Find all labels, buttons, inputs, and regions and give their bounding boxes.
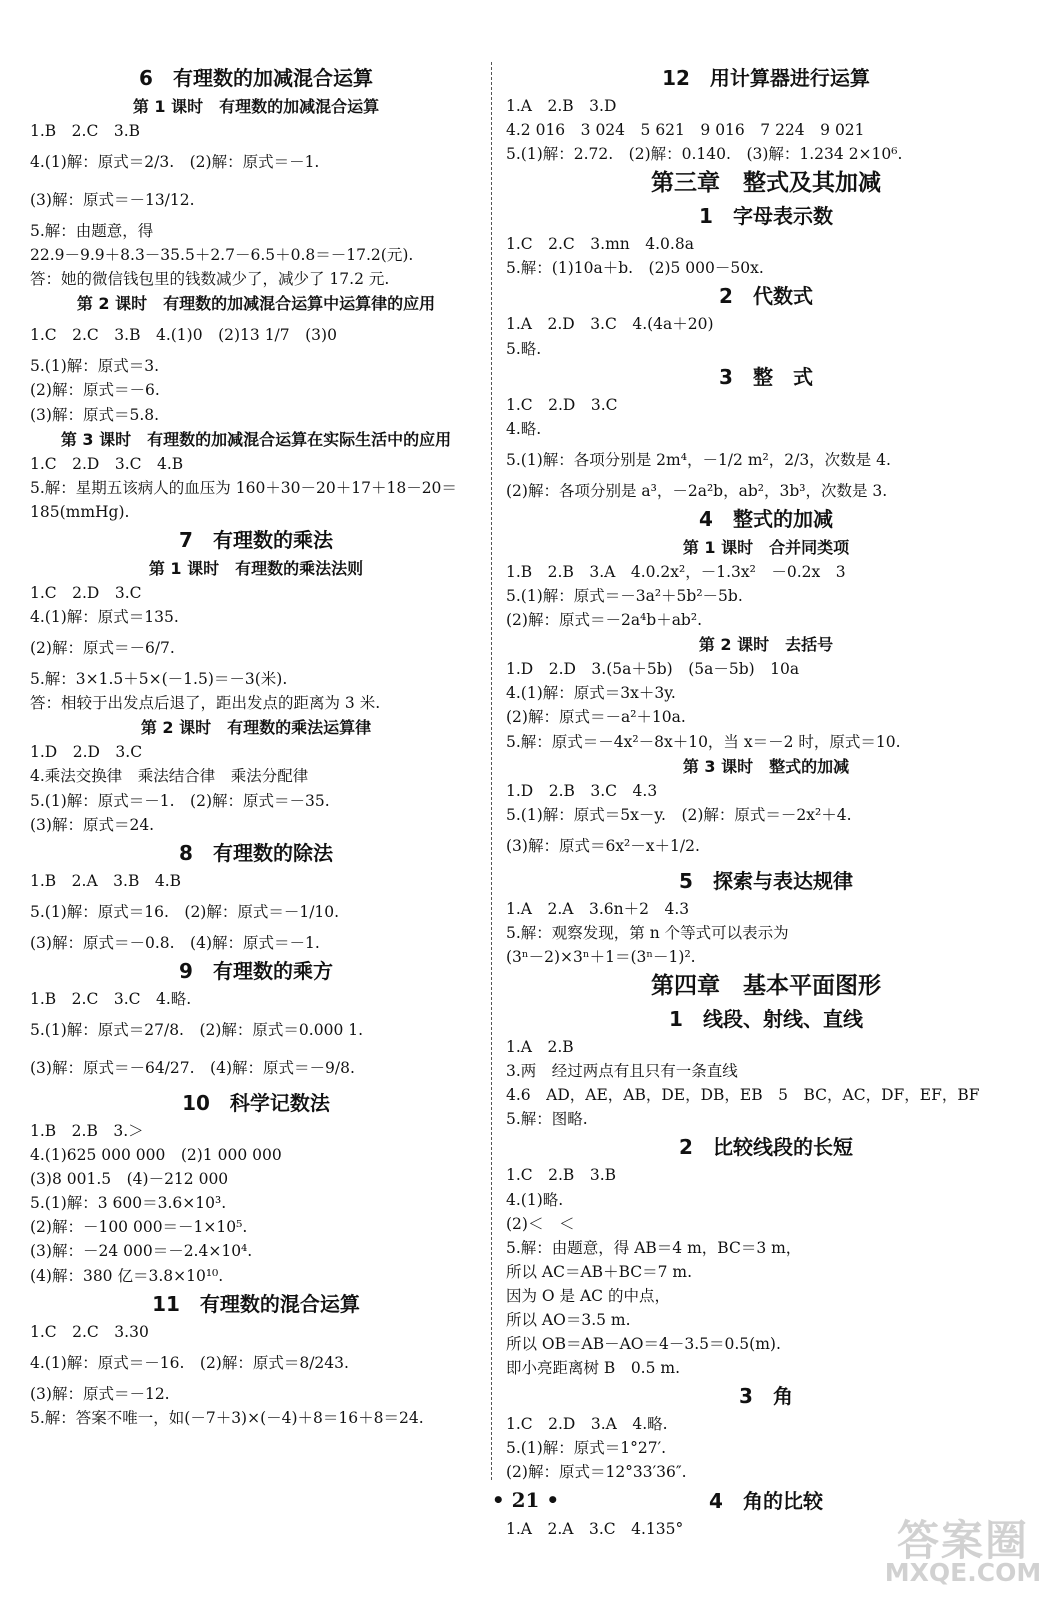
answer-line: 4.乘法交换律 乘法结合律 乘法分配律 xyxy=(30,767,309,786)
answer-line: 所以 AC＝AB＋BC＝7 m. xyxy=(506,1262,693,1281)
answer-line: 1.A 2.A 3.C 4.135° xyxy=(506,1519,684,1538)
left-column xyxy=(30,62,482,1430)
answer-line: 4.2 016 3 024 5 621 9 016 7 224 9 021 xyxy=(506,121,865,140)
answer-line: 所以 AO＝3.5 m. xyxy=(506,1311,631,1329)
answer-line: (3)解：原式＝－12. xyxy=(30,1384,170,1403)
answer-line: 1.C 2.D 3.C xyxy=(30,583,142,602)
answer-line: 1.D 2.B 3.C 4.3 xyxy=(506,781,658,800)
answer-line: (2)解：原式＝－2a⁴b＋ab². xyxy=(506,611,702,630)
section-heading: 1 字母表示数 xyxy=(699,204,833,229)
answer-line: (3)解：原式＝6x²－x＋1/2. xyxy=(506,836,700,855)
section-heading: 12 用计算器进行运算 xyxy=(662,66,870,90)
answer-line: 4.(1)解：原式＝3x＋3y. xyxy=(506,684,676,703)
answer-line: (3)解：原式＝5.8. xyxy=(30,405,160,424)
answer-line: 答：她的微信钱包里的钱数减少了，减少了 17.2 元. xyxy=(30,270,390,289)
answer-line: 5.(1)解：原式＝1°27′. xyxy=(506,1439,667,1458)
section-heading: 10 科学记数法 xyxy=(182,1090,330,1115)
answer-line: 1.D 2.D 3.C xyxy=(30,743,143,762)
answer-line: 5.(1)解：原式＝3. xyxy=(30,357,160,376)
answer-line: (3)8 001.5 (4)－212 000 xyxy=(30,1170,229,1189)
watermark-mark: 答案圈 xyxy=(896,1516,1029,1565)
answer-line: 5.解：答案不唯一，如(－7＋3)×(－4)＋8＝16＋8＝24. xyxy=(30,1408,424,1427)
answer-line: 5.解：星期五该病人的血压为 160＋30－20＋17＋18－20＝ xyxy=(30,478,457,497)
answer-line: (2)解：原式＝12°33′36″. xyxy=(506,1463,687,1482)
answer-line: 答：相较于出发点后退了，距出发点的距离为 3 米. xyxy=(30,694,381,713)
right-column xyxy=(506,62,1026,1541)
answer-line: 5.解：3×1.5＋5×(－1.5)＝－3(米). xyxy=(30,670,288,689)
answer-line: (4)解：380 亿＝3.8×10¹⁰. xyxy=(30,1266,224,1285)
answer-line: 1.C 2.B 3.B xyxy=(506,1166,617,1185)
answer-line: 1.A 2.D 3.C 4.(4a＋20) xyxy=(506,315,714,334)
section-heading: 5 探索与表达规律 xyxy=(679,868,853,893)
answer-line: (3)解：原式＝－13/12. xyxy=(30,191,195,210)
answer-line: 5.解：由题意，得 xyxy=(30,222,154,241)
page-number: • 21 • xyxy=(491,1488,560,1512)
section-heading: 3 整 式 xyxy=(719,364,813,389)
watermark-logo xyxy=(878,1508,1048,1593)
section-heading: 2 比较线段的长短 xyxy=(679,1135,853,1160)
answer-line: 5.(1)解：原式＝16. (2)解：原式＝－1/10. xyxy=(30,902,340,921)
answer-line: 1.C 2.C 3.B 4.(1)0 (2)13 1/7 (3)0 xyxy=(30,326,337,345)
lesson-heading: 第 2 课时 有理数的乘法运算律 xyxy=(140,718,372,738)
section-heading: 1 线段、射线、直线 xyxy=(669,1007,863,1032)
answer-line: 5.(1)解：3 600＝3.6×10³. xyxy=(30,1194,227,1213)
answer-line: 1.D 2.D 3.(5a＋5b) (5a－5b) 10a xyxy=(506,660,800,679)
watermark-url: MXQE.COM xyxy=(884,1558,1042,1587)
answer-line: (3)解：－24 000＝－2.4×10⁴. xyxy=(30,1242,253,1261)
answer-line: 1.C 2.D 3.C 4.B xyxy=(30,454,184,473)
section-heading: 9 有理数的乘方 xyxy=(179,958,333,983)
answer-line: (3)解：原式＝－0.8. (4)解：原式＝－1. xyxy=(30,933,320,952)
answer-line: 1.B 2.B 3.＞ xyxy=(30,1121,144,1140)
section-heading: 2 代数式 xyxy=(719,284,813,309)
answer-line: 1.A 2.A 3.6n＋2 4.3 xyxy=(506,899,690,918)
answer-line: 因为 O 是 AC 的中点， xyxy=(506,1286,670,1305)
answer-line: 1.B 2.C 3.C 4.略. xyxy=(30,989,192,1008)
answer-line: 1.A 2.B xyxy=(506,1038,574,1057)
answer-line: 5.(1)解：原式＝－1. (2)解：原式＝－35. xyxy=(30,791,330,810)
answer-line: 5.(1)解：原式＝－3a²＋5b²－5b. xyxy=(506,587,743,606)
answer-line: (3)解：原式＝24. xyxy=(30,815,155,834)
column-divider xyxy=(491,62,492,1480)
answer-line: 5.解：(1)10a＋b. (2)5 000－50x. xyxy=(506,259,764,278)
section-heading: 4 整式的加减 xyxy=(699,506,833,531)
chapter-heading: 第三章 整式及其加减 xyxy=(651,170,881,197)
answer-line: 5.(1)解：各项分别是 2m⁴，－1/2 m²，2/3，次数是 4. xyxy=(506,450,891,469)
answer-line: 5.解：由题意，得 AB＝4 m，BC＝3 m， xyxy=(506,1238,802,1257)
answer-line: (2)解：原式＝－a²＋10a. xyxy=(506,708,686,727)
lesson-heading: 第 1 课时 有理数的乘法法则 xyxy=(148,558,364,578)
section-heading: 8 有理数的除法 xyxy=(179,840,333,865)
answer-line: 4.略. xyxy=(506,419,542,438)
answer-line: 185(mmHg). xyxy=(30,502,130,521)
section-heading: 11 有理数的混合运算 xyxy=(152,1291,360,1316)
answer-line: 4.(1)625 000 000 (2)1 000 000 xyxy=(30,1146,282,1165)
section-heading: 4 角的比较 xyxy=(709,1488,823,1513)
answer-line: 1.B 2.B 3.A 4.0.2x²，－1.3x² －0.2x 3 xyxy=(506,562,846,581)
answer-line: 5.解：原式＝－4x²－8x＋10，当 x＝－2 时，原式＝10. xyxy=(506,732,901,751)
answer-line: 4.(1)解：原式＝135. xyxy=(30,608,179,627)
answer-line: (2)解：各项分别是 a³，－2a²b，ab²，3b³，次数是 3. xyxy=(506,481,888,500)
answer-line: 1.B 2.A 3.B 4.B xyxy=(30,871,182,890)
answer-line: 4.(1)解：原式＝2/3. (2)解：原式＝－1. xyxy=(30,153,320,172)
section-heading: 6 有理数的加减混合运算 xyxy=(139,66,373,90)
lesson-heading: 第 2 课时 有理数的加减混合运算中运算律的应用 xyxy=(76,294,436,314)
answer-line: 22.9－9.9＋8.3－35.5＋2.7－6.5＋0.8＝－17.2(元). xyxy=(30,246,414,265)
answer-line: 4.6 AD，AE，AB，DE，DB，EB 5 BC，AC，DF，EF，BF xyxy=(506,1086,980,1105)
lesson-heading: 第 3 课时 整式的加减 xyxy=(682,756,850,776)
answer-line: 1.C 2.D 3.C xyxy=(506,395,618,414)
lesson-heading: 第 1 课时 合并同类项 xyxy=(682,537,850,557)
answer-line: 即小亮距离树 B 0.5 m. xyxy=(506,1359,681,1378)
answer-line: 1.A 2.B 3.D xyxy=(506,97,617,115)
answer-line: 5.解：图略. xyxy=(506,1110,588,1129)
lesson-heading: 第 1 课时 有理数的加减混合运算 xyxy=(132,97,380,116)
chapter-heading: 第四章 基本平面图形 xyxy=(651,973,881,1000)
answer-line: 3.两 经过两点有且只有一条直线 xyxy=(506,1062,738,1081)
answer-line: 1.C 2.C 3.30 xyxy=(30,1322,149,1341)
answer-line: (2)＜ ＜ xyxy=(506,1214,575,1233)
answer-line: 5.略. xyxy=(506,339,542,358)
section-heading: 3 角 xyxy=(739,1384,793,1409)
answer-line: 5.(1)解：2.72. (2)解：0.140. (3)解：1.234 2×10⁶. xyxy=(506,145,903,164)
answer-line: 5.(1)解：原式＝27/8. (2)解：原式＝0.000 1. xyxy=(30,1020,364,1039)
answer-line: (3)解：原式＝－64/27. (4)解：原式＝－9/8. xyxy=(30,1058,355,1077)
answer-line: (2)解：原式＝－6. xyxy=(30,381,160,400)
answer-line: (2)解：原式＝－6/7. xyxy=(30,639,175,658)
answer-line: 所以 OB＝AB－AO＝4－3.5＝0.5(m). xyxy=(506,1335,781,1354)
answer-line: 1.C 2.D 3.A 4.略. xyxy=(506,1415,668,1434)
lesson-heading: 第 3 课时 有理数的加减混合运算在实际生活中的应用 xyxy=(60,429,452,449)
answer-line: 4.(1)解：原式＝－16. (2)解：原式＝8/243. xyxy=(30,1353,349,1372)
answer-line: 4.(1)略. xyxy=(506,1190,564,1209)
section-heading: 7 有理数的乘法 xyxy=(179,527,333,552)
answer-line: 5.解：观察发现，第 n 个等式可以表示为 xyxy=(506,923,789,942)
answer-line: (3ⁿ－2)×3ⁿ＋1＝(3ⁿ－1)². xyxy=(506,947,696,966)
answer-line: 1.C 2.C 3.mn 4.0.8a xyxy=(506,235,694,254)
lesson-heading: 第 2 课时 去括号 xyxy=(698,635,834,655)
answer-line: 1.B 2.C 3.B xyxy=(30,122,141,140)
answer-line: 5.(1)解：原式＝5x－y. (2)解：原式＝－2x²＋4. xyxy=(506,805,852,824)
answer-line: (2)解：－100 000＝－1×10⁵. xyxy=(30,1218,248,1237)
